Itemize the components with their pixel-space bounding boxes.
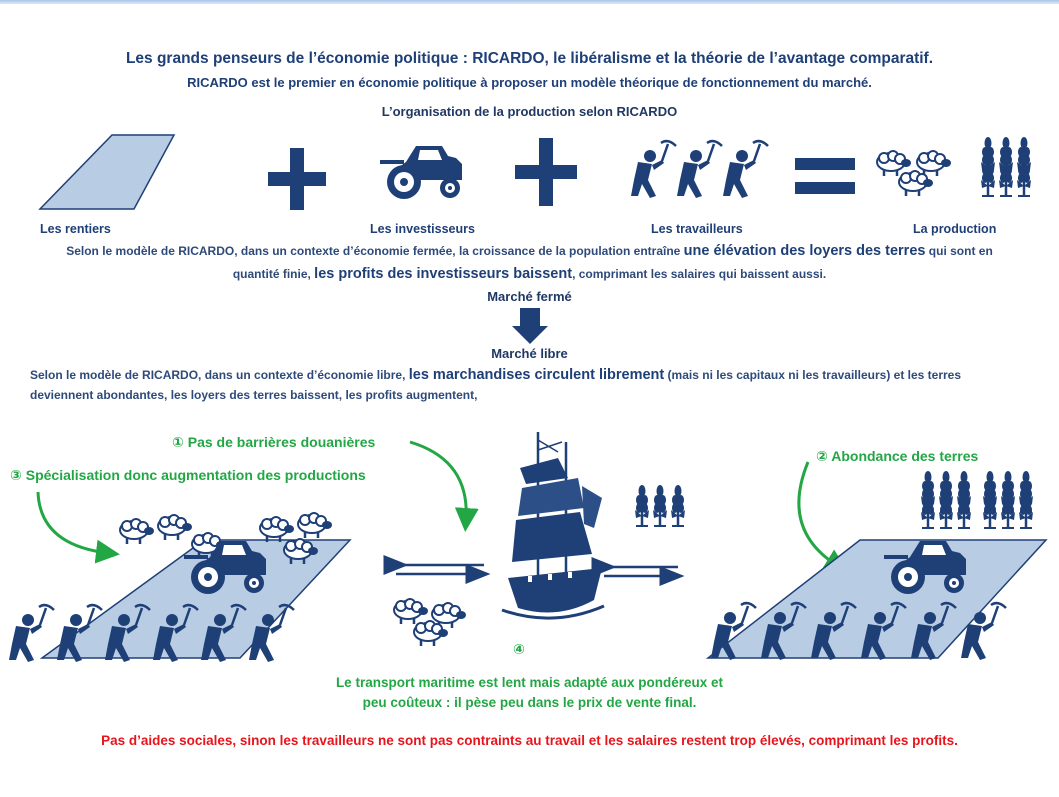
free-market-line-2: deviennent abondantes, les loyers des terres baissent, les profits augmentent, (30, 388, 478, 402)
left-workers-icon (6, 608, 296, 664)
annotation-four: ④ (513, 641, 525, 657)
label-investisseurs: Les investisseurs (370, 222, 475, 236)
free-market-label: Marché libre (491, 346, 568, 361)
closed-market-line-1: Selon le modèle de RICARDO, dans un contexte d’économie fermée, la croissance de la population entraîne une élévation des loyers des terres qui sont en (66, 243, 993, 259)
page-subtitle: RICARDO est le premier en économie politique à proposer un modèle théorique de fonctionnement du marché. (187, 75, 872, 90)
label-production: La production (913, 222, 997, 236)
right-tractor-icon (880, 537, 972, 597)
free-market-line-1: Selon le modèle de RICARDO, dans un contexte d’économie libre, les marchandises circulent librement (mais ni les capitaux ni les travailleurs) et les terres (30, 367, 962, 383)
right-workers-icon (708, 606, 1008, 662)
section-title: L’organisation de la production selon RICARDO (381, 104, 678, 119)
transport-line-2: peu coûteux : il pèse peu dans le prix de vente final. (362, 695, 697, 710)
annotation-land-abundance: ② Abondance des terres (816, 448, 979, 464)
right-trade-arrows (600, 562, 680, 582)
page-title: Les grands penseurs de l’économie politique : RICARDO, le libéralisme et la théorie de l’avantage comparatif. (125, 50, 934, 67)
closed-market-line-2: quantité finie, les profits des investisseurs baissent, comprimant les salaires qui baissent aussi. (232, 266, 827, 282)
annotation-specialisation: ③ Spécialisation donc augmentation des productions (10, 467, 366, 483)
annotation-no-customs: ① Pas de barrières douanières (172, 434, 376, 450)
left-tractor-icon (180, 537, 272, 597)
label-travailleurs: Les travailleurs (651, 222, 743, 236)
transport-line-1: Le transport maritime est lent mais adapté aux pondéreux et (335, 675, 724, 690)
traded-wheat-icon (634, 486, 690, 542)
sailing-ship-icon (498, 428, 608, 638)
right-wheat-crops-icon (920, 468, 1034, 534)
footer-warning: Pas d’aides sociales, sinon les travailleurs ne sont pas contraints au travail et les salaires restent trop élevés, comprimant les profits. (101, 733, 958, 748)
closed-market-label: Marché fermé (487, 289, 572, 304)
label-rentiers: Les rentiers (40, 222, 111, 236)
traded-sheep-icon (392, 598, 472, 648)
left-trade-arrows (392, 560, 486, 580)
